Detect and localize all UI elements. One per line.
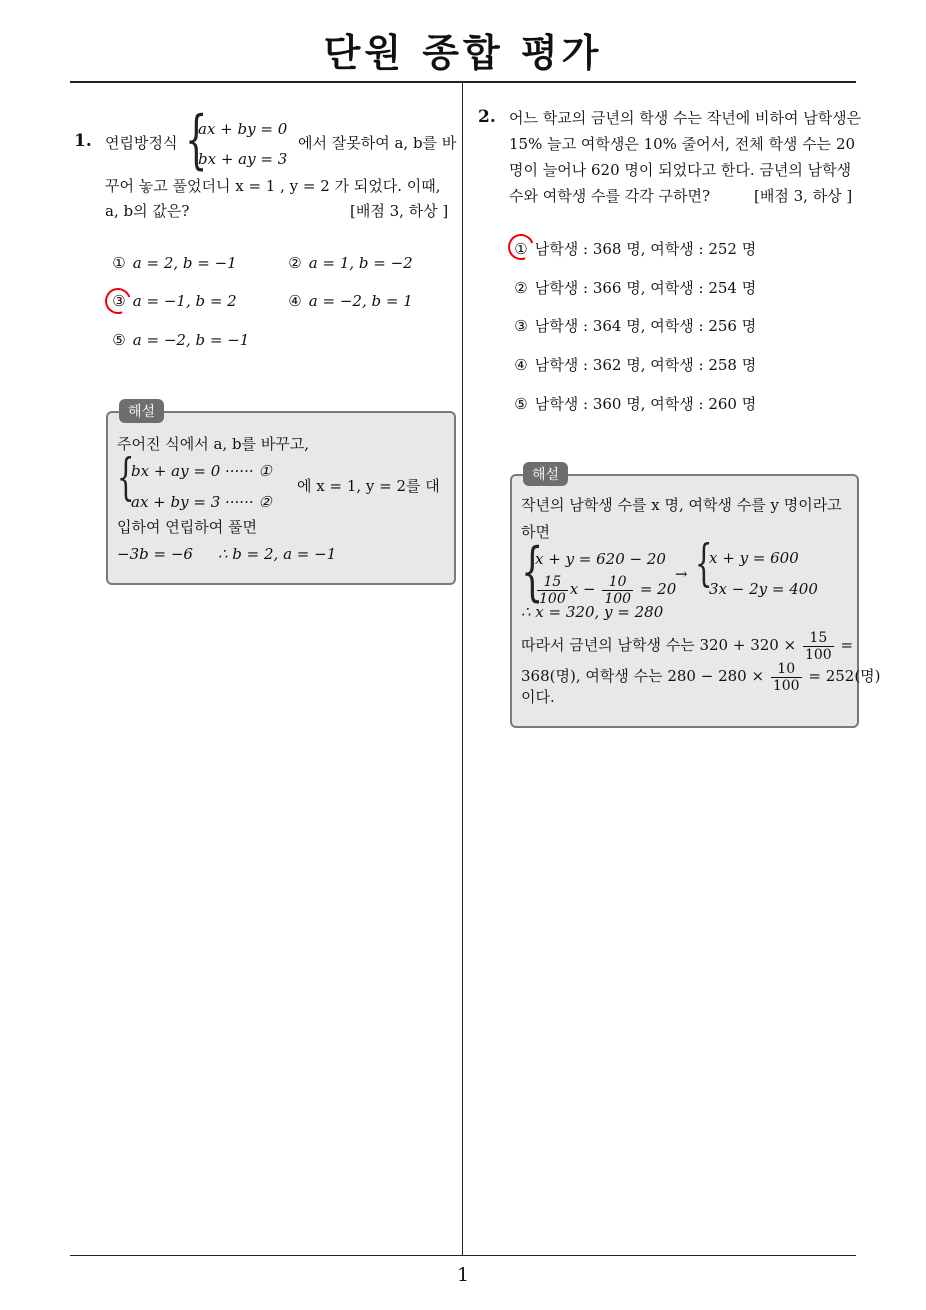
question-text: 어느 학교의 금년의 학생 수는 작년에 비하여 남학생은 [509,109,862,127]
page-title: 단원 종합 평가 [323,31,603,75]
choice-marker: ④ [514,356,528,374]
choice-text: a = 1, b = −2 [308,254,413,272]
choice-text: a = 2, b = −1 [132,254,237,272]
equation: bx + ay = 0 ······ ① [131,462,272,480]
choice-marker: ③ [112,292,126,310]
question-number: 2. [478,107,496,127]
choice-5[interactable] [110,331,249,349]
choice-marker: ⑤ [514,395,528,413]
equation: x + y = 620 − 20 [535,550,666,568]
equation: ax + by = 0 [198,120,288,138]
choice-2[interactable] [512,277,756,298]
equation: 3x − 2y = 400 [709,580,818,598]
choice-4[interactable] [512,354,756,375]
system-brace: { [117,448,135,506]
answer-mark-icon [504,230,539,265]
choice-5[interactable] [512,393,756,414]
system-brace: { [695,534,713,592]
solution-text: 이다. [521,688,555,706]
choice-text: a = −1, b = 2 [132,292,237,310]
solution-text: 입하여 연립하여 풀면 [117,518,257,536]
choice-3[interactable] [512,315,756,336]
bottom-rule [70,1255,856,1256]
question-text: 명이 늘어나 620 명이 되었다고 한다. 금년의 남학생 [509,161,852,179]
equation: $\frac{15}{100}$ x − $\frac{10}{100}$ = 20 [539,573,677,607]
fraction: $\frac{10}{100}$ [604,573,632,607]
solution-tag: 해설 [523,462,568,486]
solution-text: 하면 [521,523,550,541]
arrow-icon: → [675,565,688,583]
question-text: 연립방정식 [105,134,178,152]
choice-text: a = −2, b = −1 [132,331,250,349]
fraction: $\frac{15}{100}$ [804,629,832,663]
page-number: 1 [456,1264,470,1286]
system-brace: { [185,103,208,177]
equation: bx + ay = 3 [198,150,288,168]
top-rule [70,81,856,83]
solution-text: ∴ x = 320, y = 280 [521,603,664,621]
choice-marker: ③ [514,317,528,335]
fraction: $\frac{10}{100}$ [772,660,800,694]
solution-text: ∴ b = 2, a = −1 [218,545,337,563]
score-meta: [배점 3, 하상 ] [350,202,449,220]
question-text: 꾸어 놓고 풀었더니 x = 1 , y = 2 가 되었다. 이때, [105,177,441,195]
solution-text: 작년의 남학생 수를 x 명, 여학생 수를 y 명이라고 [521,496,842,514]
equation: x + y = 600 [709,549,799,567]
choice-marker: ② [514,279,528,297]
choice-marker: ① [514,240,528,258]
answer-mark-icon [101,284,136,319]
choice-2[interactable] [286,254,413,272]
choice-4[interactable] [286,292,413,310]
solution-tag: 해설 [119,399,164,423]
choice-text: 남학생 : 364 명, 여학생 : 256 명 [534,317,757,335]
solution-text: 따라서 금년의 남학생 수는 320 + 320 × $\frac{15}{100}$ = [521,629,854,663]
question-text: a, b의 값은? [105,202,190,220]
score-meta: [배점 3, 하상 ] [754,187,853,205]
choice-text: 남학생 : 362 명, 여학생 : 258 명 [534,356,757,374]
choice-text: 남학생 : 368 명, 여학생 : 252 명 [534,240,757,258]
choice-marker: ④ [288,292,302,310]
choice-text: a = −2, b = 1 [308,292,413,310]
column-divider [462,83,463,1255]
question-text: 15% 늘고 여학생은 10% 줄어서, 전체 학생 수는 20 [509,135,856,153]
question-number: 1. [74,131,92,151]
solution-text: 주어진 식에서 a, b를 바꾸고, [117,435,310,453]
question-text: 에서 잘못하여 a, b를 바 [298,134,457,152]
solution-text: −3b = −6 [117,545,193,563]
choice-marker: ② [288,254,302,272]
choice-text: 남학생 : 366 명, 여학생 : 254 명 [534,279,757,297]
solution-text: 에 x = 1, y = 2를 대 [297,477,440,495]
equation: ax + by = 3 ······ ② [131,493,272,511]
choice-marker: ① [112,254,126,272]
system-brace: { [521,535,544,609]
question-text: 수와 여학생 수를 각각 구하면? [509,187,710,205]
solution-text: 368(명), 여학생 수는 280 − 280 × $\frac{10}{100}$ = 252(명) [521,660,881,694]
choice-marker: ⑤ [112,331,126,349]
choice-1[interactable] [110,254,237,272]
choice-text: 남학생 : 360 명, 여학생 : 260 명 [534,395,757,413]
choice-1[interactable] [512,238,756,259]
fraction: $\frac{15}{100}$ [539,573,566,607]
